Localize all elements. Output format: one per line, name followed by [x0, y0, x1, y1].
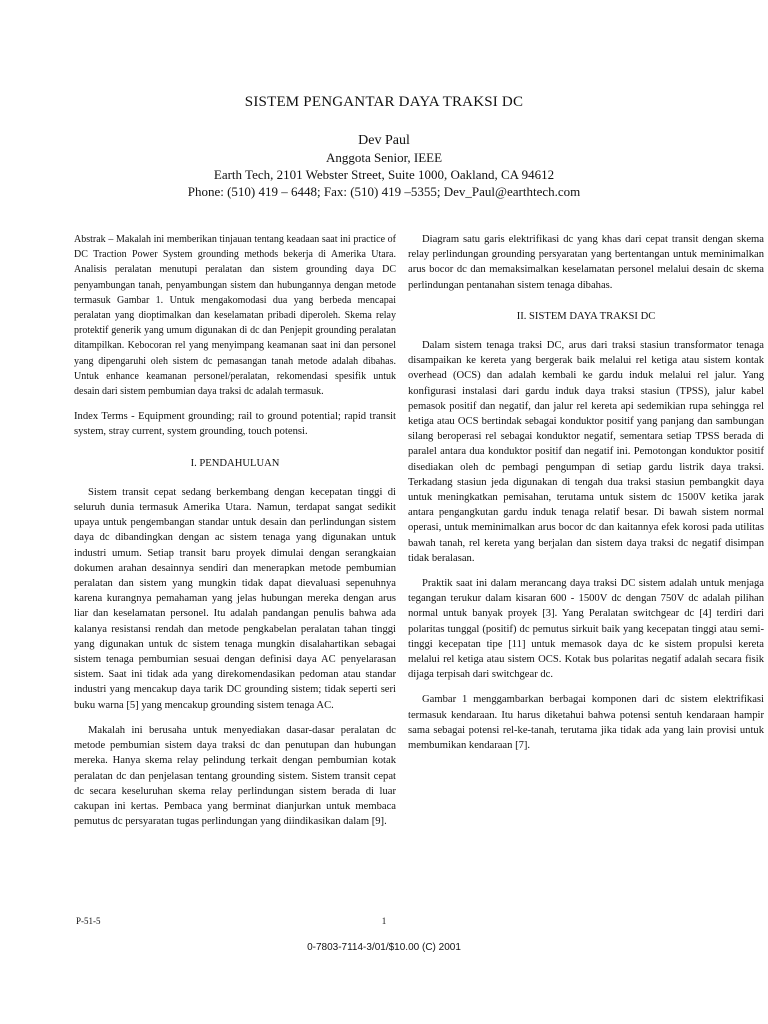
dc-traction-paragraph-3: Gambar 1 menggambarkan berbagai komponen dari dc sistem elektrifikasi termasuk kendaraan. Itu harus diketahui bahwa potensi sentuh kendaraan hampir sama sebagai potensi rel-ke-tanah, terutama jika tidak ada yang lain provisi untuk membumikan kendaraan [7].: [408, 694, 764, 752]
author-contact: Phone: (510) 419 – 6448; Fax: (510) 419 –5355; Dev_Paul@earthtech.com: [187, 184, 581, 199]
introduction-paragraph-2: Makalah ini berusaha untuk menyediakan dasar-dasar peralatan dc metode pembumian sistem daya traksi dc dan penutupan dan hubungan mereka. Hanya skema relay pelindung terkait dengan pembumian kotak peralatan dc dan penjelasan tentang grounding sistem. Sistem transit cepat dc secara keseluruhan skema relay perlindungan sistem berada di luar cakupan ini kertas. Pembaca yang berminat dianjurkan untuk membaca pemutus dc persyaratan tugas perlindungan yang diindikasikan dalam [9].: [74, 724, 396, 828]
index-terms: Index Terms - Equipment grounding; rail to ground potential; rapid transit system, stray current, system grounding, touch potensi.: [74, 411, 396, 438]
footer-doi: 0-7803-7114-3/01/$10.00 (C) 2001: [307, 942, 461, 953]
dc-traction-paragraph-1: Dalam sistem tenaga traksi DC, arus dari traksi stasiun transformator tenaga disampaikan ke kereta yang bergerak baik melalui rel ketiga atau sistem kontak overhead (OCS) dan adalah kembali ke gardu induk melalui rel jalur. Yang konfigurasi instalasi dari gardu induk daya traksi stasiun (TPSS), jalur kabel pemasok positif dan negatif, dan jalur rel kereta api sedemikian rupa sehingga rel ketiga atau OCS bertindak sebagai konduktor positif yang panjang dan sambungan silang beroperasi rel sebagai konduktor negatif, sementara setiap TPSS berada di paralel antara dua konduktor positif dan negatif ini. Pemotongan konduktor positif disediakan oleh dc pembagi pengumpan di setiap gardu listrik daya traksi. Terkadang stasiun jeda digunakan di tengah dua traksi stasiun pembangkit daya untuk meningkatkan pemisahan, terutama untuk sistem dc 1500V ketika jarak antara pengangkutan gardu induk tenaga relatif besar. Di bawah sistem normal operasi, untuk meminimalkan arus bocor dc dan kaitannya efek korosi pada utilitas bawah tanah, rel kereta yang berjalan dan sistem daya traksi dc negatif disimpan tidak beralasan.: [408, 340, 764, 564]
author-role: Anggota Senior, IEEE: [325, 150, 443, 165]
footer-page-number: 1: [381, 916, 387, 926]
abstract: Abstrak – Makalah ini memberikan tinjauan tentang keadaan saat ini practice of DC Traction Power System grounding methods bekerja di Amerika Utara. Analisis peralatan menutupi peralatan dan sistem grounding daya DC penyambungan tanah, penyambungan sistem dan hubungannya dengan metode termasuk Gambar 1. Untuk mengakomodasi dua yang berbeda mencapai peralatan yang dioptimalkan dan keselamatan pribadi diperoleh. Skema relay protektif generik yang umum digunakan di dc dan Penjepit grounding peralatan ditampilkan. Kebocoran rel yang menyimpang keamanan saat ini dan personel yang dipengaruhi oleh sistem dc pemasangan tanah metode adalah dibahas. Untuk enhance keamanan personel/peralatan, rekomendasi spesifik untuk desain dari sistem pembumian daya traksi dc adalah termasuk.: [74, 234, 396, 398]
right-column: [408, 232, 764, 763]
introduction-paragraph-1: Sistem transit cepat sedang berkembang dengan kecepatan tinggi di seluruh dunia termasuk Amerika Utara. Namun, terdapat sangat sedikit upaya untuk pengembangan standar untuk desain dan perlindungan sistem daya dc dibandingkan dengan ac sistem tenaga yang digunakan untuk industri umum. Setiap transit baru proyek dimulai dengan serangkaian dokumen arahan desainnya sendiri dan menerapkan metode pembumian peralatan dan sistem yang mungkin tidak dapat dievaluasi sepenuhnya karena kurangnya pemahaman yang jelas hubungan mereka dengan arus liar dan keselamatan personel. Itu adalah pandangan penulis bahwa ada kalanya resistansi rendah dan metode pengkabelan peralatan tahan tinggi yang digunakan untuk dc sistem tenaga mungkin disalahartikan sebagai sistem tenaga pembumian sesuai dengan definisi daya AC penyelarasan sistem. Saat ini tidak ada yang direkomendasikan pedoman atau standar industri yang mencakup daya tarik DC grounding sistem; tidak seperti seri buku warna [5] yang mencakup grounding sistem tenaga AC.: [74, 486, 396, 711]
section-heading-dc-traction: II. SISTEM DAYA TRAKSI DC: [516, 310, 656, 322]
paper-header: [0, 94, 768, 200]
right-intro-paragraph: Diagram satu garis elektrifikasi dc yang khas dari cepat transit dengan skema relay perlindungan grounding persyaratan yang bertentangan untuk meminimalkan arus bocor dc dan memaksimalkan keselamatan personel melalui desain dc skema perlindungan pentanahan sistem tenaga dibahas.: [408, 234, 764, 291]
section-heading-introduction: I. PENDAHULUAN: [190, 457, 280, 469]
author-name: Dev Paul: [358, 133, 410, 148]
paper-title: SISTEM PENGANTAR DAYA TRAKSI DC: [244, 94, 524, 110]
footer-code: P-51-5: [76, 916, 101, 926]
author-address: Earth Tech, 2101 Webster Street, Suite 1000, Oakland, CA 94612: [213, 167, 555, 182]
left-column: [74, 232, 396, 839]
dc-traction-paragraph-2: Praktik saat ini dalam merancang daya traksi DC sistem adalah untuk menjaga tegangan terukur dalam kisaran 600 - 1500V dc dengan 750V dc adalah pilihan normal untuk banyak proyek [3]. Yang Peralatan switchgear dc [4] terdiri dari polaritas tunggal (positif) dc pemutus sirkuit baik yang kecepatan tinggi atau semi-tinggi kecepatan tipe [11] untuk memasok daya dc ke sistem propulsi kereta melalui rel ketiga atau sistem OCS. Kotak bus polaritas negatif adalah secara fisik dijaga terpisah dari switchgear dc.: [408, 578, 764, 681]
